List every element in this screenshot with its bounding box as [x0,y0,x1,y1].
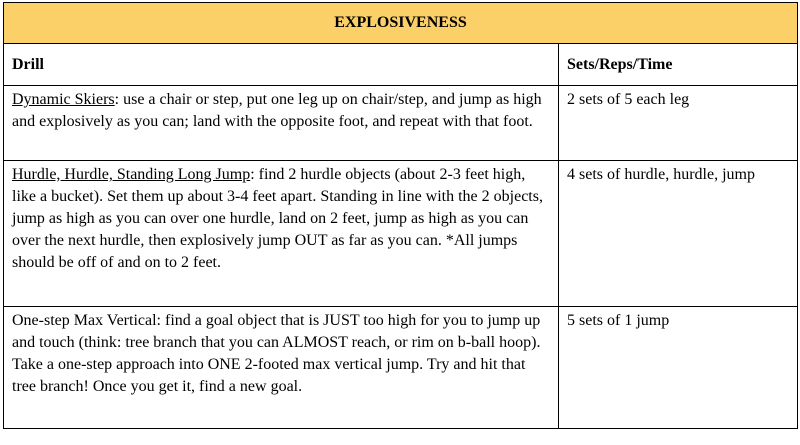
sets-cell: 2 sets of 5 each leg [559,86,798,161]
sets-cell: 4 sets of hurdle, hurdle, jump [559,161,798,307]
drill-description: : find a goal object that is JUST too high for you to jump up and touch (think: tree branch that you can ALMOST reach, or rim on b-ball hoop). Take a one-step approach into ONE 2-footed max vertical jump. Try and hit that tree branch! Once you get it, find a new goal. [12,312,541,395]
drill-cell [4,86,559,161]
table-title: EXPLOSIVENESS [4,3,798,44]
drill-name: Hurdle, Hurdle, Standing Long Jump [12,166,251,183]
drill-column-header: Drill [4,44,559,86]
drill-cell [4,161,559,307]
table-row [4,161,798,307]
drill-description: : find 2 hurdle objects (about 2-3 feet high, like a bucket). Set them up about 3-4 feet apart. Standing in line with the 2 objects, jump as high as you can over one hurdle, land on 2 feet, jump as high as you can over the next hurdle, then explosively jump OUT as far as you can. *All jumps should be off of and on to 2 feet. [12,166,543,271]
table-row [4,307,798,429]
explosiveness-drill-table [3,2,798,429]
table-header-row [4,44,798,86]
drill-description: : use a chair or step, put one leg up on chair/step, and jump as high and explosively as you can; land with the opposite foot, and repeat with that foot. [12,91,542,130]
drill-cell [4,307,559,429]
drill-name: One-step Max Vertical [12,312,157,329]
table-title-row [4,3,798,44]
table-row [4,86,798,161]
sets-column-header: Sets/Reps/Time [559,44,798,86]
sets-cell: 5 sets of 1 jump [559,307,798,429]
drill-name: Dynamic Skiers [12,91,115,108]
